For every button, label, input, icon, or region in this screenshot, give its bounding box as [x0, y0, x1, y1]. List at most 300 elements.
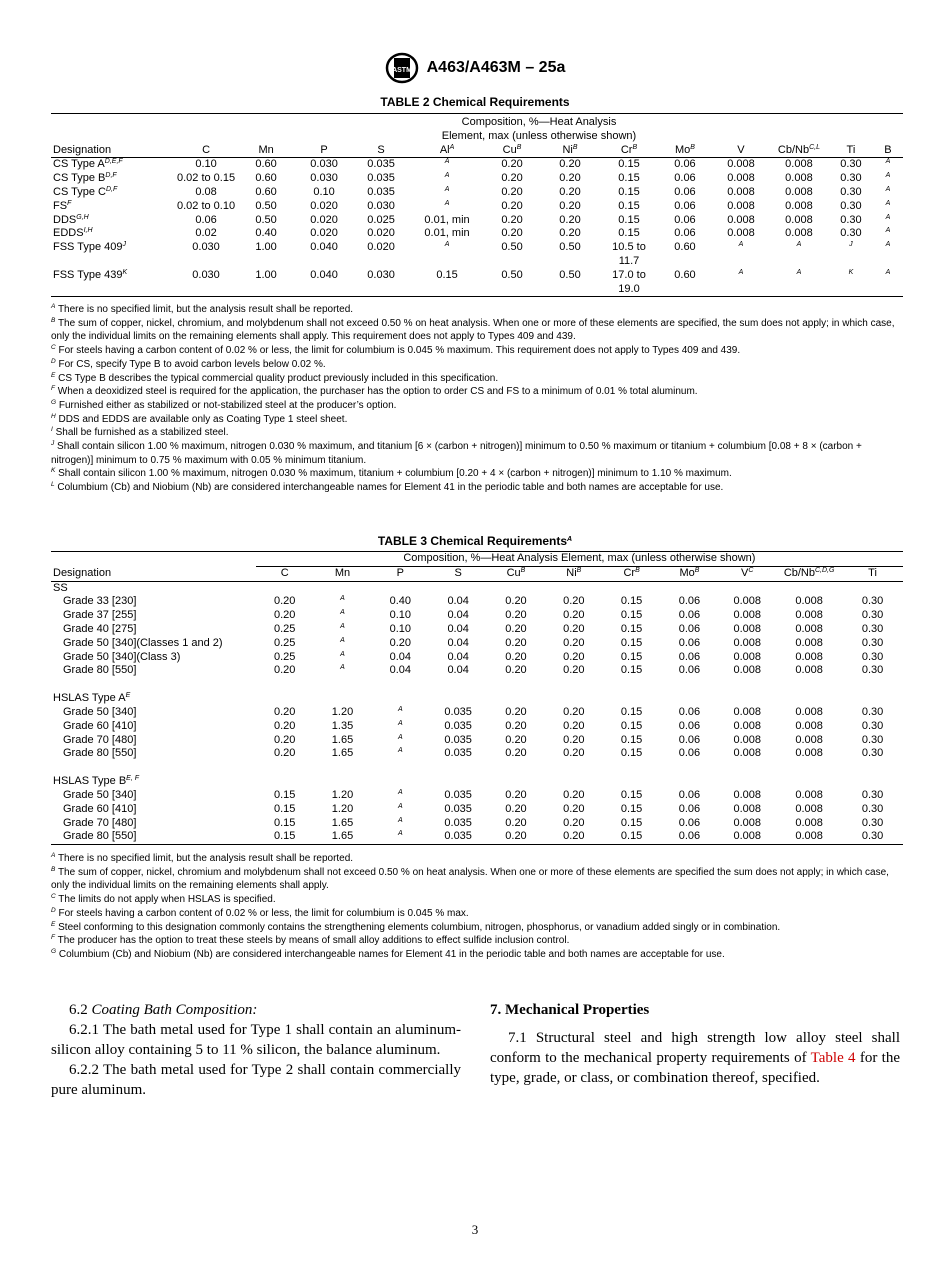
- row-designation: CS Type $C^{D,F}$: [53, 185, 118, 198]
- column-header: $Mo^B$: [675, 143, 695, 156]
- table-cell: 0.008: [727, 227, 755, 240]
- table-cell: 0.030: [192, 268, 220, 281]
- row-designation: Grade 80 [550]: [63, 664, 137, 677]
- table-cell: 0.008: [785, 199, 813, 212]
- table-row: [51, 200, 903, 214]
- table-cell: 0.008: [785, 185, 813, 198]
- table-cell: 0.15: [618, 158, 640, 171]
- table-cell: A: [340, 636, 345, 644]
- table-cell: 0.15: [620, 636, 643, 649]
- table-cell: 0.15: [620, 664, 643, 677]
- table-cell: 0.20: [273, 719, 296, 732]
- column-header: $Cb/Nb^{C,D,G}$: [783, 566, 835, 579]
- table-cell: 1.65: [331, 747, 354, 760]
- table-cell: 0.20: [501, 213, 523, 226]
- table-cell: 0.15: [273, 816, 296, 829]
- table-cell: 0.15: [620, 609, 643, 622]
- table-cell: 0.20: [273, 664, 296, 677]
- table-row: [51, 158, 903, 172]
- table-cell: J: [849, 241, 853, 249]
- table-cell: 0.030: [367, 199, 395, 212]
- row-designation: Grade 70 [480]: [63, 733, 137, 746]
- table-cell: 0.20: [563, 788, 585, 801]
- table-cell: 0.008: [795, 816, 823, 829]
- table-cell: 0.008: [795, 622, 823, 635]
- row-designation: Grade 50 [340]: [63, 705, 137, 718]
- table-cell: 0.040: [310, 241, 338, 254]
- table-cell: 0.04: [389, 650, 412, 663]
- table-cell: 0.06: [195, 213, 217, 226]
- column-header: S: [454, 566, 462, 579]
- row-designation: CS Type $A^{D,E,F}$: [53, 158, 123, 171]
- group-name: HSLAS Type $A^E$: [53, 692, 131, 705]
- table-cell: 0.008: [785, 227, 813, 240]
- table2-footnotes: [51, 303, 903, 495]
- table-cell: 0.008: [727, 172, 755, 185]
- table-row: [51, 186, 903, 200]
- table-cell: 0.60: [255, 172, 277, 185]
- table-cell: 0.06: [678, 788, 701, 801]
- table-cell: A: [796, 268, 802, 276]
- table3-title: TABLE 3 Chemical Requirements$^A$: [377, 534, 573, 548]
- table-cell: 0.008: [795, 664, 823, 677]
- footnote: $^H$ DDS and EDDS are available only as Coating Type 1 steel sheet.: [51, 412, 348, 425]
- table-cell: 0.20: [505, 609, 527, 622]
- table-cell: 0.06: [674, 158, 696, 171]
- table2-title: TABLE 2 Chemical Requirements: [380, 95, 570, 109]
- column-header: $Cu^B$: [502, 143, 522, 156]
- table-cell: A: [885, 213, 891, 221]
- table-cell: A: [738, 241, 744, 249]
- table-cell: 0.25: [273, 622, 296, 635]
- table-cell: 0.020: [367, 241, 395, 254]
- table-cell: 0.50: [559, 268, 581, 281]
- row-designation: Grade 40 [275]: [63, 622, 137, 635]
- document-designation: A463/A463M – 25a: [426, 59, 566, 76]
- footnote: $^D$ For steels having a carbon content of 0.02 % or less, the limit for columbium is 0.045 % max.: [51, 906, 469, 919]
- table-cell: 0.008: [733, 636, 762, 649]
- table-cell: 0.20: [563, 733, 585, 746]
- table-cell: 0.50: [559, 241, 581, 254]
- table-cell: 0.008: [795, 830, 823, 843]
- table-cell: A: [885, 172, 891, 180]
- footnote: $^B$ The sum of copper, nickel, chromium, and molybdenum shall not exceed 0.50 % on heat analysis. When one or more of these elements are specified, the sum does not apply; in which case, only the individual limits on the remaining elements shall apply. This requirement does not apply to Types 409 and 439.: [51, 316, 895, 343]
- table-cell: 0.008: [733, 816, 762, 829]
- table-cell: 0.30: [840, 158, 862, 171]
- table-cell: 1.35: [331, 719, 354, 732]
- table-cell: K: [848, 268, 854, 276]
- footnote: $^B$ The sum of copper, nickel, chromium and molybdenum shall not exceed 0.50 % on heat analysis. When one or more of these elements are specified the sum does not apply; in which case, only the individual limits on the remaining elements shall apply.: [51, 865, 889, 892]
- table-cell: 0.008: [727, 213, 755, 226]
- table-cell: A: [738, 268, 744, 276]
- footnote: $^E$ Steel conforming to this designation commonly contains the strengthening elements columbium, nitrogen, phosphorus, or vanadium added singly or in combination.: [51, 920, 781, 933]
- table-cell: 0.008: [733, 622, 762, 635]
- table-cell: 0.008: [795, 705, 823, 718]
- table-cell: 0.035: [367, 185, 395, 198]
- table-cell: 0.40: [255, 227, 277, 240]
- table-row: [51, 172, 903, 186]
- table-row: [51, 734, 903, 748]
- column-header: $Cr^B$: [620, 143, 638, 156]
- table-cell: 0.20: [505, 816, 527, 829]
- table-cell: 0.20: [501, 172, 523, 185]
- column-header: Designation: [53, 143, 112, 156]
- table-cell: 0.20: [389, 636, 412, 649]
- table-cell: 0.008: [795, 609, 823, 622]
- right-column: [490, 1000, 900, 1088]
- row-designation: $EDDS^{I,H}$: [53, 227, 93, 240]
- table-cell: A: [397, 733, 403, 741]
- table-cell: 0.008: [733, 788, 762, 801]
- table-cell: 0.06: [674, 199, 696, 212]
- section-6-2-2: 6.2.2 The bath metal used for Type 2 shall contain commercially pure aluminum.: [51, 1062, 461, 1098]
- table-cell: 0.008: [795, 636, 823, 649]
- table-cell: 0.008: [733, 664, 762, 677]
- table-cell: 0.20: [505, 733, 527, 746]
- table-cell: 0.20: [505, 788, 527, 801]
- table-cell: A: [444, 199, 450, 207]
- table-cell: 0.06: [678, 747, 701, 760]
- table-cell: 0.008: [795, 788, 823, 801]
- footnote: $^A$ There is no specified limit, but the analysis result shall be reported.: [51, 852, 354, 864]
- table-cell: 0.20: [559, 158, 581, 171]
- table-cell: 0.15: [620, 622, 643, 635]
- table-row: [51, 789, 903, 803]
- table-cell: A: [397, 802, 403, 810]
- section-7-heading: 7. Mechanical Properties: [490, 1002, 650, 1018]
- table-cell: 0.06: [678, 664, 701, 677]
- table-cell: A: [885, 241, 891, 249]
- column-header: $Mo^B$: [679, 566, 700, 579]
- footnote: $^K$ Shall contain silicon 1.00 % maximum, nitrogen 0.030 % maximum, titanium + columbium [0.20 + 4 × (carbon + nitrogen)] minimum to 1.10 % maximum.: [51, 467, 732, 480]
- footnote: $^C$ The limits do not apply when HSLAS is specified.: [51, 893, 276, 906]
- table-cell: 0.30: [840, 185, 862, 198]
- table-cell: 0.30: [840, 213, 862, 226]
- table-cell: 0.06: [674, 213, 696, 226]
- group-row: [51, 692, 903, 706]
- footnote: $^C$ For steels having a carbon content of 0.02 % or less, the limit for columbium is 0.045 % maximum. This requirement does not apply to Types 409 and 439.: [51, 344, 741, 357]
- table-cell: 0.20: [501, 199, 523, 212]
- table-cell: 0.15: [620, 650, 643, 663]
- table-cell: 0.20: [563, 609, 585, 622]
- column-header: $Al^A$: [439, 143, 455, 156]
- row-designation: Grade 50 [340](Classes 1 and 2): [63, 636, 223, 649]
- table-cell: A: [397, 830, 403, 838]
- table-cell: 0.20: [505, 636, 527, 649]
- table-cell: 0.035: [444, 733, 472, 746]
- table-row: [51, 227, 903, 241]
- table-cell: A: [340, 622, 345, 630]
- table-cell: 0.02 to 0.10: [176, 199, 236, 212]
- row-designation: Grade 50 [340]: [63, 788, 137, 801]
- table-cell: 0.15: [620, 816, 643, 829]
- table-cell: 0.20: [563, 636, 585, 649]
- table-cell: 0.15: [618, 213, 640, 226]
- table-cell: 0.15: [273, 788, 296, 801]
- table-row: [51, 637, 903, 651]
- table-cell: 0.008: [795, 802, 823, 815]
- table2: [51, 113, 903, 297]
- table-cell: 0.02 to 0.15: [176, 172, 236, 185]
- table-cell: 0.50: [501, 241, 523, 254]
- table3: [51, 551, 903, 845]
- group-spacer: [51, 678, 903, 692]
- table-cell: 0.008: [727, 158, 755, 171]
- table-cell: 0.008: [733, 719, 762, 732]
- table-cell: 0.030: [367, 268, 395, 281]
- table-cell: 0.04: [447, 664, 469, 677]
- table-cell: 0.15: [618, 185, 640, 198]
- table-cell: 0.04: [447, 609, 469, 622]
- table-row: [51, 720, 903, 734]
- table-cell: 0.008: [733, 595, 762, 608]
- table-row: [51, 664, 903, 678]
- column-header: $Cb/Nb^{C,L}$: [777, 143, 820, 156]
- column-header: $Ni^B$: [562, 143, 578, 156]
- table-row: [51, 241, 903, 269]
- table-cell: 0.60: [674, 268, 696, 281]
- table-cell: 0.30: [861, 622, 884, 635]
- table-cell: 10.5 to 11.7: [612, 241, 646, 267]
- column-header: Ti: [846, 143, 856, 156]
- table-cell: 0.008: [733, 609, 762, 622]
- table-cell: 0.30: [861, 595, 884, 608]
- table-cell: 0.008: [785, 158, 813, 171]
- group-name: SS: [53, 581, 68, 594]
- table-cell: 0.020: [310, 213, 338, 226]
- column-header: Ti: [868, 566, 877, 579]
- table-row: [51, 803, 903, 817]
- table-cell: 0.008: [733, 802, 762, 815]
- table-cell: 0.008: [795, 595, 823, 608]
- footnote: $^D$ For CS, specify Type B to avoid carbon levels below 0.02 %.: [51, 357, 326, 370]
- table-cell: 0.20: [505, 802, 527, 815]
- footnote: $^A$ There is no specified limit, but the analysis result shall be reported.: [51, 303, 354, 315]
- table-cell: 0.06: [678, 705, 701, 718]
- column-header: C: [202, 143, 211, 156]
- left-column: [51, 1000, 461, 1100]
- table-cell: 0.01, min: [424, 227, 470, 240]
- table-cell: 1.00: [255, 268, 277, 281]
- table-row: [51, 595, 903, 609]
- table-cell: A: [340, 609, 345, 617]
- table-cell: A: [340, 595, 345, 603]
- table-cell: 0.20: [559, 199, 581, 212]
- table-cell: 0.04: [389, 664, 412, 677]
- table-cell: 0.035: [444, 747, 472, 760]
- astm-logo-icon: [385, 52, 419, 84]
- table-cell: A: [444, 158, 450, 166]
- table-cell: 0.06: [678, 595, 701, 608]
- table-cell: 1.20: [331, 802, 354, 815]
- footnote: $^G$ Columbium (Cb) and Niobium (Nb) are considered interchangeable names for Element 41 in the periodic table and both names are acceptable for use.: [51, 947, 725, 960]
- table-cell: 0.06: [678, 802, 701, 815]
- table-cell: 0.06: [674, 227, 696, 240]
- table-cell: A: [885, 268, 891, 276]
- table-cell: 0.008: [733, 705, 762, 718]
- table-cell: 0.30: [861, 719, 884, 732]
- table-cell: 0.01, min: [424, 213, 470, 226]
- table-4-link[interactable]: Table 4: [810, 1050, 856, 1066]
- column-header: C: [280, 566, 289, 579]
- table-cell: 0.20: [505, 622, 527, 635]
- table-cell: 0.04: [447, 595, 469, 608]
- column-header: B: [884, 143, 892, 156]
- table-cell: 0.20: [563, 622, 585, 635]
- table-cell: 1.20: [331, 705, 354, 718]
- table-cell: 0.10: [195, 158, 217, 171]
- table-cell: 0.15: [273, 802, 296, 815]
- table-cell: 0.035: [444, 719, 472, 732]
- table-cell: 0.20: [563, 816, 585, 829]
- table-cell: A: [397, 747, 403, 755]
- table-row: [51, 817, 903, 831]
- page-header: [0, 52, 950, 89]
- table-cell: 0.20: [563, 830, 585, 843]
- table-cell: 0.30: [861, 802, 884, 815]
- table-row: [51, 214, 903, 228]
- footnote: $^G$ Furnished either as stabilized or not-stabilized steel at the producer’s option.: [51, 398, 397, 411]
- table-cell: 1.00: [255, 241, 277, 254]
- table-cell: 0.035: [444, 830, 472, 843]
- table-cell: A: [444, 172, 450, 180]
- table-row: [51, 269, 903, 297]
- table-cell: 0.30: [861, 609, 884, 622]
- row-designation: Grade 80 [550]: [63, 747, 137, 760]
- section-6-2-1: 6.2.1 The bath metal used for Type 1 shall contain an aluminum-silicon alloy containing 5 to 11 % silicon, the balance aluminum.: [51, 1022, 461, 1058]
- table-row: [51, 609, 903, 623]
- table-cell: 0.20: [273, 595, 296, 608]
- table-cell: 0.30: [861, 650, 884, 663]
- row-designation: Grade 50 [340](Class 3): [63, 650, 181, 663]
- column-header: $Cu^B$: [506, 566, 526, 579]
- table-cell: 0.20: [505, 650, 527, 663]
- table-cell: 0.20: [559, 185, 581, 198]
- table-cell: 0.035: [367, 172, 395, 185]
- table-cell: 0.04: [447, 622, 469, 635]
- table-cell: 0.25: [273, 650, 296, 663]
- section-6-2-heading: 6.2 Coating Bath Composition:: [69, 1002, 258, 1018]
- table-cell: 0.06: [678, 830, 701, 843]
- table-cell: 0.30: [861, 816, 884, 829]
- table-cell: 0.30: [861, 733, 884, 746]
- table-cell: 0.60: [255, 185, 277, 198]
- table-cell: 0.06: [678, 622, 701, 635]
- table-cell: 0.008: [795, 719, 823, 732]
- table-cell: A: [444, 241, 450, 249]
- table-cell: A: [397, 719, 403, 727]
- page-number: 3: [471, 1222, 479, 1237]
- table-cell: 0.06: [678, 609, 701, 622]
- table-cell: 0.30: [840, 172, 862, 185]
- table-cell: 0.06: [678, 650, 701, 663]
- table-cell: 0.035: [444, 705, 472, 718]
- column-header: $Ni^B$: [566, 566, 582, 579]
- table-cell: 0.008: [795, 747, 823, 760]
- table-cell: 0.20: [501, 227, 523, 240]
- footnote: $^L$ Columbium (Cb) and Niobium (Nb) are considered interchangeable names for Element 41 in the periodic table and both names are acceptable for use.: [51, 481, 724, 494]
- table-cell: 0.06: [678, 733, 701, 746]
- table-cell: 0.20: [505, 830, 527, 843]
- table-cell: 0.30: [861, 830, 884, 843]
- table-cell: A: [444, 185, 450, 193]
- table-cell: 0.20: [563, 719, 585, 732]
- table-cell: 0.10: [389, 609, 412, 622]
- table-cell: 0.020: [367, 227, 395, 240]
- section-7-1: 7.1 Structural steel and high strength low alloy steel shall conform to the mechanical property requirements of Table 4 for the type, grade, or class, or combination thereof, specified.: [490, 1030, 901, 1086]
- table-cell: 0.06: [678, 636, 701, 649]
- row-designation: $FS^F$: [53, 199, 72, 212]
- table-cell: 0.15: [620, 802, 643, 815]
- row-designation: Grade 60 [410]: [63, 719, 137, 732]
- table-cell: 0.20: [505, 719, 527, 732]
- table-cell: 0.20: [505, 747, 527, 760]
- table-cell: 0.15: [620, 705, 643, 718]
- table-cell: 0.008: [733, 830, 762, 843]
- table-cell: 0.60: [255, 158, 277, 171]
- footnote: $^I$ Shall be furnished as a stabilized steel.: [51, 426, 229, 439]
- table-cell: 0.008: [795, 650, 823, 663]
- table-cell: 0.50: [255, 213, 277, 226]
- table-cell: 0.035: [367, 158, 395, 171]
- table-cell: 0.10: [313, 185, 335, 198]
- table-cell: 0.035: [444, 816, 472, 829]
- table-cell: 0.20: [563, 650, 585, 663]
- table-cell: 0.030: [310, 158, 338, 171]
- table-cell: 0.60: [674, 241, 696, 254]
- table-cell: 0.06: [674, 172, 696, 185]
- table-cell: 0.20: [273, 733, 296, 746]
- table-cell: 0.008: [733, 747, 762, 760]
- column-header: Mn: [334, 566, 351, 579]
- column-header: Designation: [53, 566, 112, 579]
- table-cell: A: [397, 816, 403, 824]
- table-row: [51, 747, 903, 761]
- table-cell: 0.50: [255, 199, 277, 212]
- table-cell: 0.15: [620, 733, 643, 746]
- table-cell: 0.035: [444, 788, 472, 801]
- group-name: HSLAS Type $B^{E, F}$: [53, 775, 140, 788]
- column-header: P: [396, 566, 404, 579]
- table-cell: 0.15: [620, 830, 643, 843]
- table-cell: 0.50: [501, 268, 523, 281]
- row-designation: Grade 37 [255]: [63, 609, 137, 622]
- table-cell: 0.25: [273, 636, 296, 649]
- table-cell: 0.30: [840, 199, 862, 212]
- table-cell: A: [397, 788, 403, 796]
- table3-footnotes: [51, 852, 903, 962]
- table-cell: A: [885, 158, 891, 166]
- table-cell: 0.20: [505, 595, 527, 608]
- row-designation: FSS Type $409^J$: [53, 241, 127, 254]
- table-cell: 0.30: [840, 227, 862, 240]
- table-cell: A: [885, 227, 891, 235]
- row-designation: Grade 60 [410]: [63, 802, 137, 815]
- row-designation: Grade 70 [480]: [63, 816, 137, 829]
- table-cell: 0.20: [563, 705, 585, 718]
- table2-group-header: Composition, %—Heat Analysis Element, max (unless otherwise shown): [441, 116, 637, 142]
- row-designation: $DDS^{G,H}$: [53, 213, 89, 226]
- table-cell: 0.15: [273, 830, 296, 843]
- table-cell: 0.06: [674, 185, 696, 198]
- column-header: V: [737, 143, 745, 156]
- footnote: $^E$ CS Type B describes the typical commercial quality product previously included in this specification.: [51, 371, 499, 384]
- row-designation: Grade 80 [550]: [63, 830, 137, 843]
- table-cell: 0.20: [559, 227, 581, 240]
- table-cell: 0.20: [273, 705, 296, 718]
- column-header: Mn: [258, 143, 274, 156]
- table-cell: 17.0 to 19.0: [612, 268, 646, 295]
